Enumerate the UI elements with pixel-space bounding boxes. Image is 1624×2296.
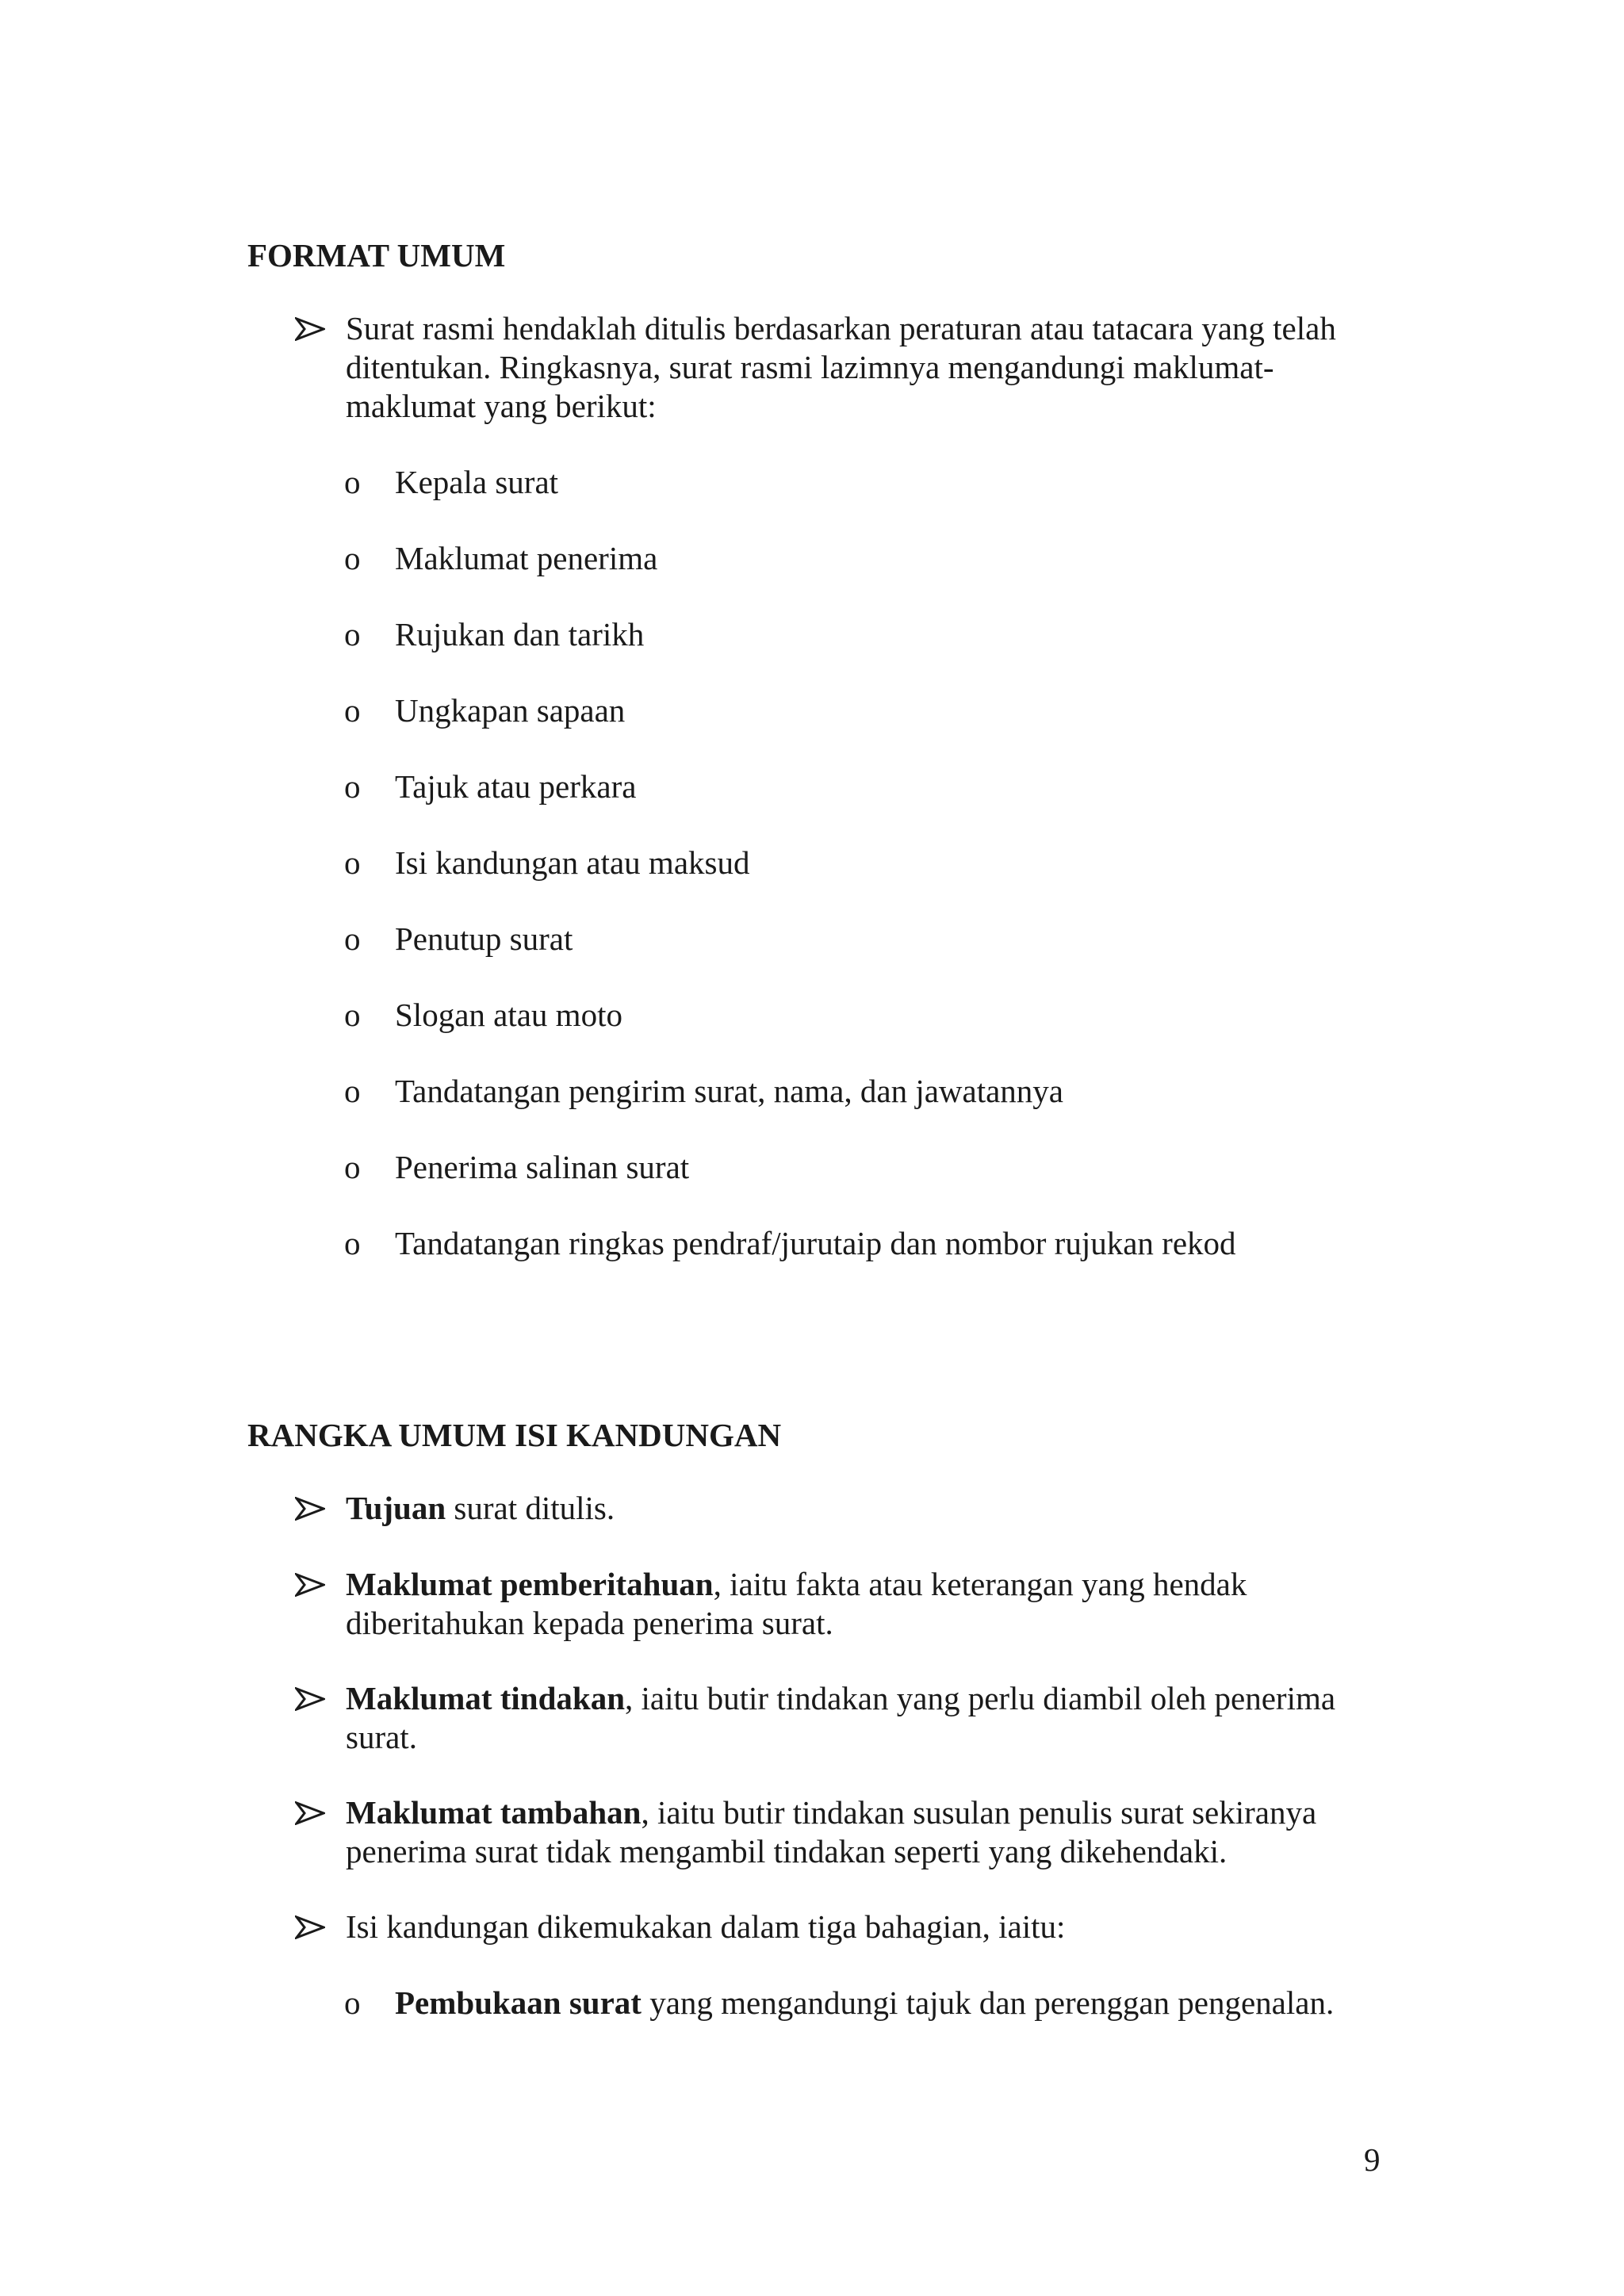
circle-bullet-icon: o (344, 616, 361, 652)
list-item: o Ungkapan sapaan (344, 692, 626, 729)
item-bold-label: Maklumat tindakan (346, 1680, 626, 1716)
list-item: o Isi kandungan atau maksud (344, 844, 750, 881)
list-item: o Tajuk atau perkara (344, 768, 637, 805)
list-item: o Kepala surat (344, 464, 559, 500)
circle-bullet-icon: o (344, 464, 361, 500)
content-item (295, 1565, 1373, 1643)
arrow-bullet-icon (295, 317, 325, 341)
circle-bullet-icon: o (344, 768, 361, 805)
content-item (295, 1489, 1373, 1528)
arrow-bullet-icon (295, 1573, 325, 1597)
circle-bullet-icon: o (344, 1984, 361, 2021)
circle-bullet-icon: o (344, 997, 361, 1033)
arrow-bullet-icon (295, 1497, 325, 1521)
list-item: o Penutup surat (344, 920, 573, 957)
item-text: , iaitu butir tindakan yang perlu diambil oleh penerima surat. (346, 1680, 1336, 1755)
item-bold-label: Tujuan (346, 1490, 446, 1526)
circle-bullet-icon: o (344, 692, 361, 729)
circle-bullet-icon: o (344, 1149, 361, 1185)
item-text: , iaitu fakta atau keterangan yang hendak diberitahukan kepada penerima surat. (346, 1566, 1247, 1641)
intro-text: Surat rasmi hendaklah ditulis berdasarkan peraturan atau tatacara yang telah ditentukan. Ringkasnya, surat rasmi lazimnya mengandungi maklumat-maklumat yang berikut: (346, 310, 1336, 424)
list-item: o Penerima salinan surat (344, 1149, 690, 1185)
circle-bullet-icon: o (344, 1225, 361, 1261)
list-item: o Tandatangan ringkas pendraf/jurutaip dan nombor rujukan rekod (344, 1225, 1236, 1261)
intro-paragraph (295, 309, 1373, 426)
section-heading-rangka-umum: RANGKA UMUM ISI KANDUNGAN (247, 1417, 782, 1453)
arrow-bullet-icon (295, 1801, 325, 1825)
circle-bullet-icon: o (344, 540, 361, 576)
list-item: o Slogan atau moto (344, 997, 622, 1033)
item-text: yang mengandungi tajuk dan perenggan pengenalan. (641, 1984, 1335, 2021)
item-bold-label: Maklumat tambahan (346, 1794, 642, 1831)
list-item: o Maklumat penerima (344, 540, 658, 576)
list-item: o Tandatangan pengirim surat, nama, dan jawatannya (344, 1073, 1064, 1109)
circle-bullet-icon: o (344, 920, 361, 957)
item-text: , iaitu butir tindakan susulan penulis surat sekiranya penerima surat tidak mengambil tindakan seperti yang dikehendaki. (346, 1794, 1317, 1869)
item-bold-label: Maklumat pemberitahuan (346, 1566, 714, 1602)
circle-bullet-icon: o (344, 1073, 361, 1109)
arrow-bullet-icon (295, 1687, 325, 1711)
circle-bullet-icon: o (344, 844, 361, 881)
content-item (295, 1908, 1373, 1946)
content-item (295, 1793, 1373, 1871)
item-text: surat ditulis. (446, 1490, 615, 1526)
list-item: o Rujukan dan tarikh (344, 616, 645, 652)
content-item (295, 1679, 1373, 1757)
item-bold-label: Pembukaan surat (395, 1984, 642, 2021)
arrow-bullet-icon (295, 1915, 325, 1939)
page-number: 9 (1364, 2141, 1381, 2178)
item-text: Isi kandungan dikemukakan dalam tiga bahagian, iaitu: (346, 1908, 1066, 1945)
section-heading-format-umum: FORMAT UMUM (247, 237, 506, 274)
list-item (344, 1984, 1407, 2022)
